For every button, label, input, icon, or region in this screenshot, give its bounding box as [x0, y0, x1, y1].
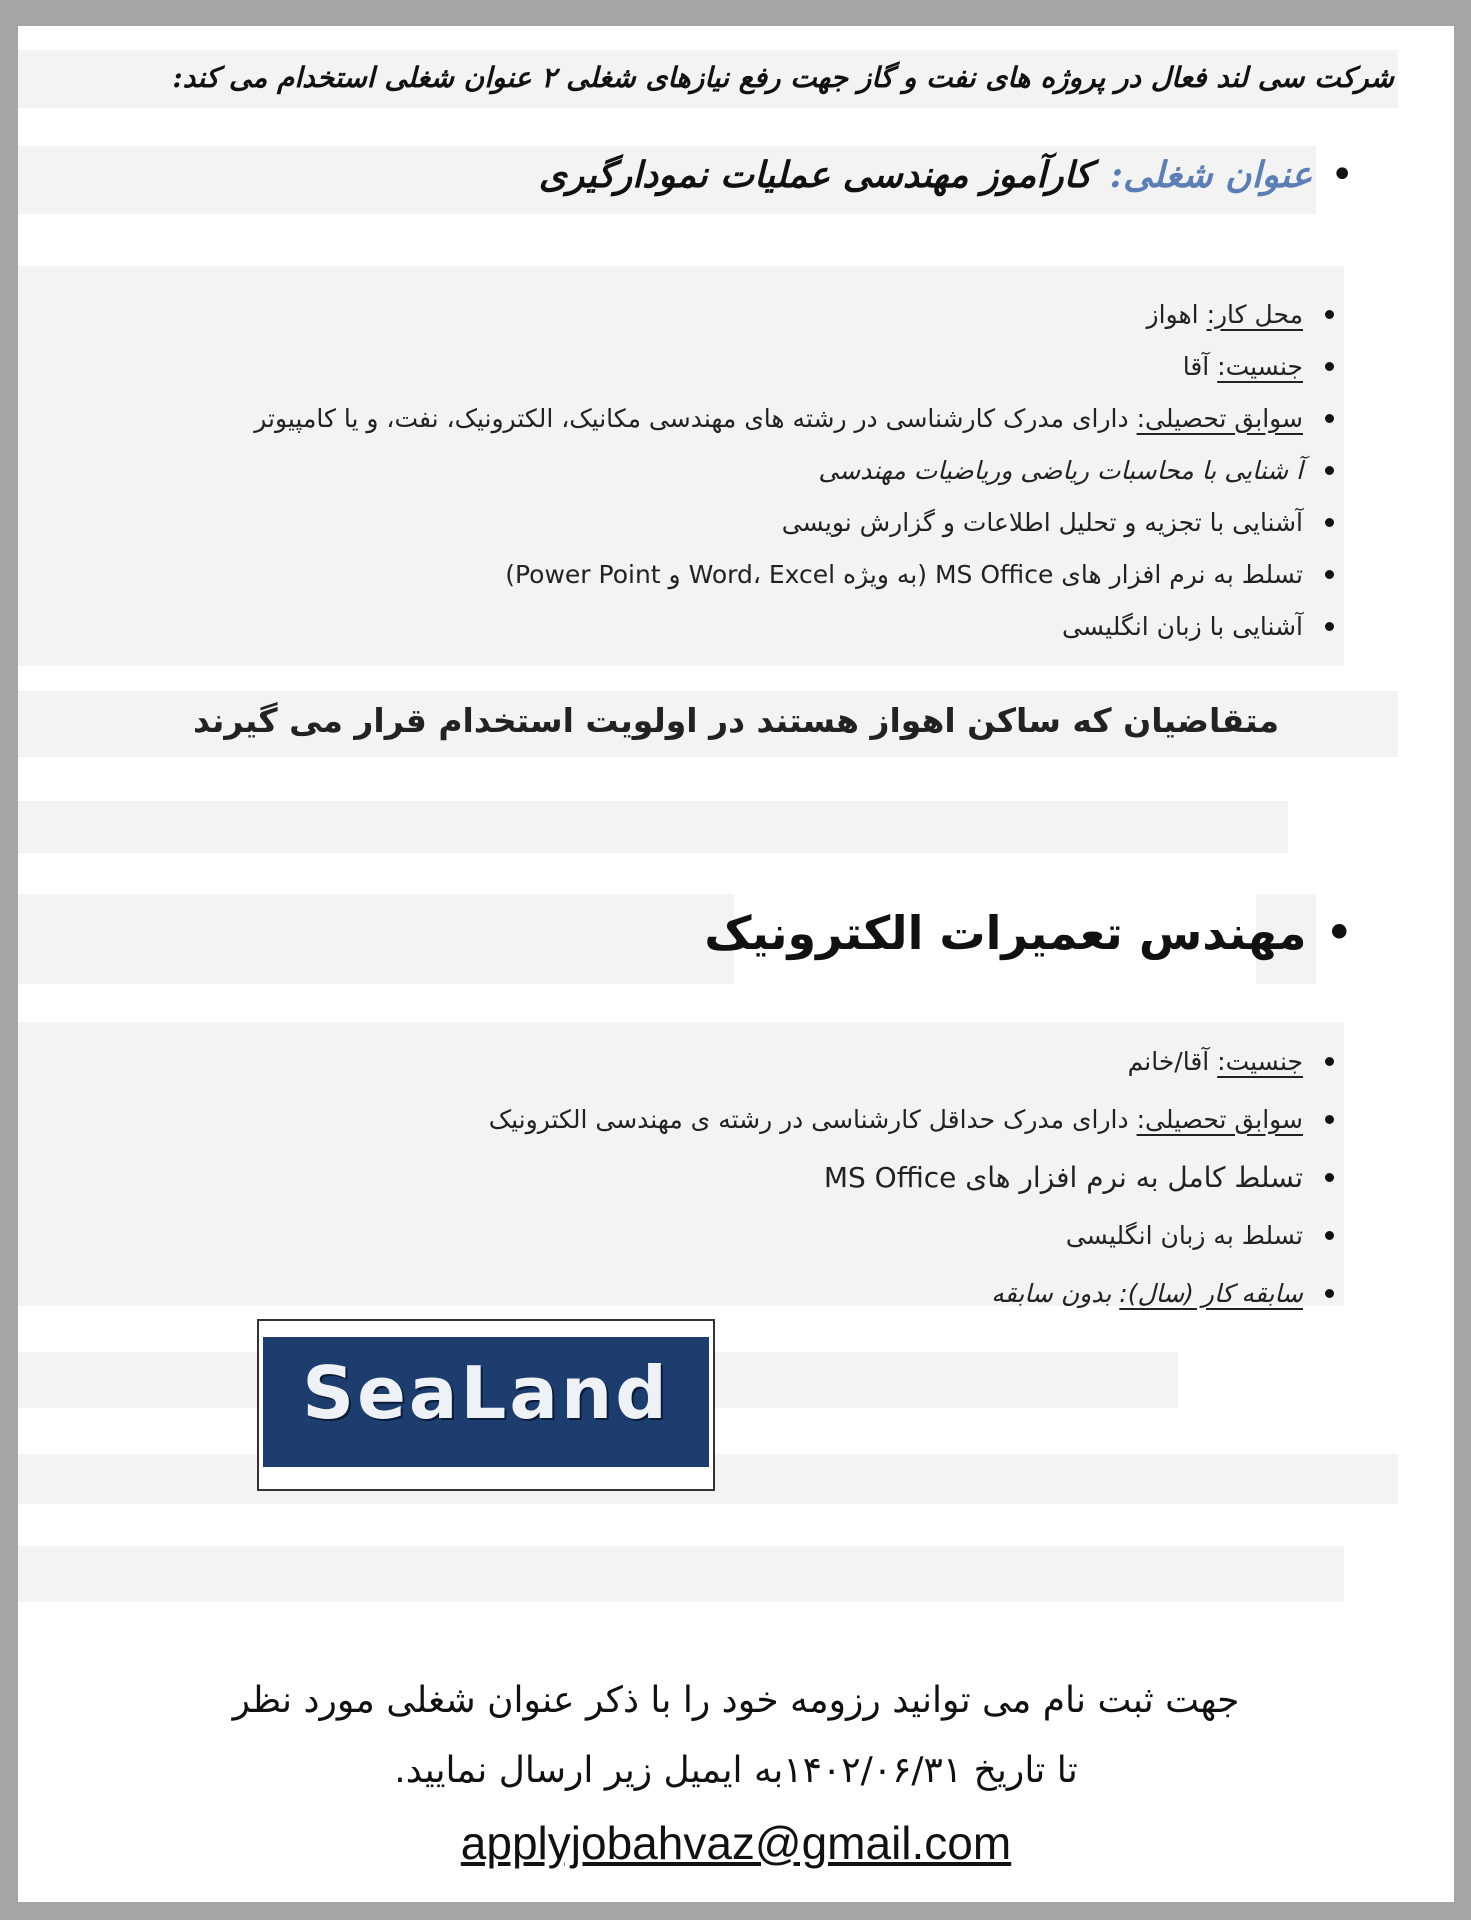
footer-line-2: تا تاریخ ۱۴۰۲/۰۶/۳۱به ایمیل زیر ارسال نمایید. — [394, 1750, 1078, 1791]
requirement-item — [254, 288, 1334, 340]
bullet-icon — [1325, 1115, 1334, 1124]
bullet-icon — [1325, 518, 1334, 527]
bullet-icon — [1325, 1173, 1334, 1182]
bullet-icon: • — [1330, 152, 1354, 198]
email-link[interactable]: applyjobahvaz@gmail.com — [460, 1817, 1012, 1869]
requirement-key: سابقه کار (سال): — [1119, 1278, 1303, 1308]
job1-title-label: عنوان شغلی: — [1109, 154, 1313, 196]
requirement-item — [489, 1032, 1334, 1090]
job1-title-row — [539, 154, 1354, 196]
document-page — [18, 26, 1454, 1902]
requirement-key: سوابق تحصیلی: — [1136, 1104, 1303, 1134]
job1-title: کارآموز مهندسی عملیات نمودارگیری — [538, 154, 1092, 196]
requirement-item — [489, 1264, 1334, 1322]
requirement-value: بدون سابقه — [991, 1278, 1120, 1308]
job2-requirements — [489, 1032, 1334, 1322]
requirement-value: آشنایی با زبان انگلیسی — [1062, 611, 1303, 641]
bullet-icon — [1325, 414, 1334, 423]
requirement-value: اهواز — [1146, 299, 1207, 329]
requirement-key: محل کار: — [1206, 299, 1303, 329]
requirement-item — [254, 548, 1334, 600]
bullet-icon — [1325, 362, 1334, 371]
intro-text: شرکت سی لند فعال در پروژه های نفت و گاز جهت رفع نیازهای شغلی ۲ عنوان شغلی استخدام می کند: — [172, 61, 1394, 94]
bullet-icon — [1325, 1057, 1334, 1066]
requirement-item — [254, 444, 1334, 496]
footer-line-1: جهت ثبت نام می توانید رزومه خود را با ذکر عنوان شغلی مورد نظر — [232, 1680, 1240, 1721]
logo-text: SeaLand — [302, 1351, 670, 1435]
footer-text — [18, 1666, 1454, 1806]
requirement-item — [489, 1090, 1334, 1148]
bullet-icon — [1325, 622, 1334, 631]
bullet-icon — [1325, 570, 1334, 579]
requirement-value: دارای مدرک حداقل کارشناسی در رشته ی مهندسی الکترونیک — [488, 1104, 1137, 1134]
bullet-icon — [1325, 466, 1334, 475]
requirement-value: آقا — [1182, 351, 1218, 381]
job2-title-row — [704, 906, 1354, 960]
requirement-key: سوابق تحصیلی: — [1136, 403, 1303, 433]
requirement-value: دارای مدرک کارشناسی در رشته های مهندسی مکانیک، الکترونیک، نفت، و یا کامپیوتر — [254, 403, 1137, 433]
requirement-value: تسلط کامل به نرم افزار های MS Office — [823, 1160, 1303, 1194]
requirement-item — [489, 1148, 1334, 1206]
requirement-item — [254, 392, 1334, 444]
job2-title: مهندس تعمیرات الکترونیک — [704, 906, 1307, 960]
requirement-item — [254, 496, 1334, 548]
requirement-value: آ شنایی با محاسبات ریاضی وریاضیات مهندسی — [818, 455, 1303, 485]
job1-requirements — [254, 288, 1334, 652]
requirement-item — [254, 600, 1334, 652]
bullet-icon — [1325, 310, 1334, 319]
requirement-key: جنسیت: — [1217, 1046, 1303, 1076]
priority-note: متقاضیان که ساکن اهواز هستند در اولویت استخدام قرار می گیرند — [192, 701, 1280, 740]
requirement-value: آقا/خانم — [1127, 1046, 1218, 1076]
requirement-key: جنسیت: — [1217, 351, 1303, 381]
bullet-icon: • — [1324, 904, 1354, 962]
sealand-logo — [257, 1319, 715, 1491]
bullet-icon — [1325, 1289, 1334, 1298]
requirement-value: تسلط به نرم افزار های MS Office (به ویژه Word، Excel و Power Point) — [505, 559, 1303, 589]
requirement-item — [254, 340, 1334, 392]
requirement-value: آشنایی با تجزیه و تحلیل اطلاعات و گزارش نویسی — [781, 507, 1303, 537]
bullet-icon — [1325, 1231, 1334, 1240]
requirement-value: تسلط به زبان انگلیسی — [1065, 1220, 1303, 1250]
requirement-item — [489, 1206, 1334, 1264]
